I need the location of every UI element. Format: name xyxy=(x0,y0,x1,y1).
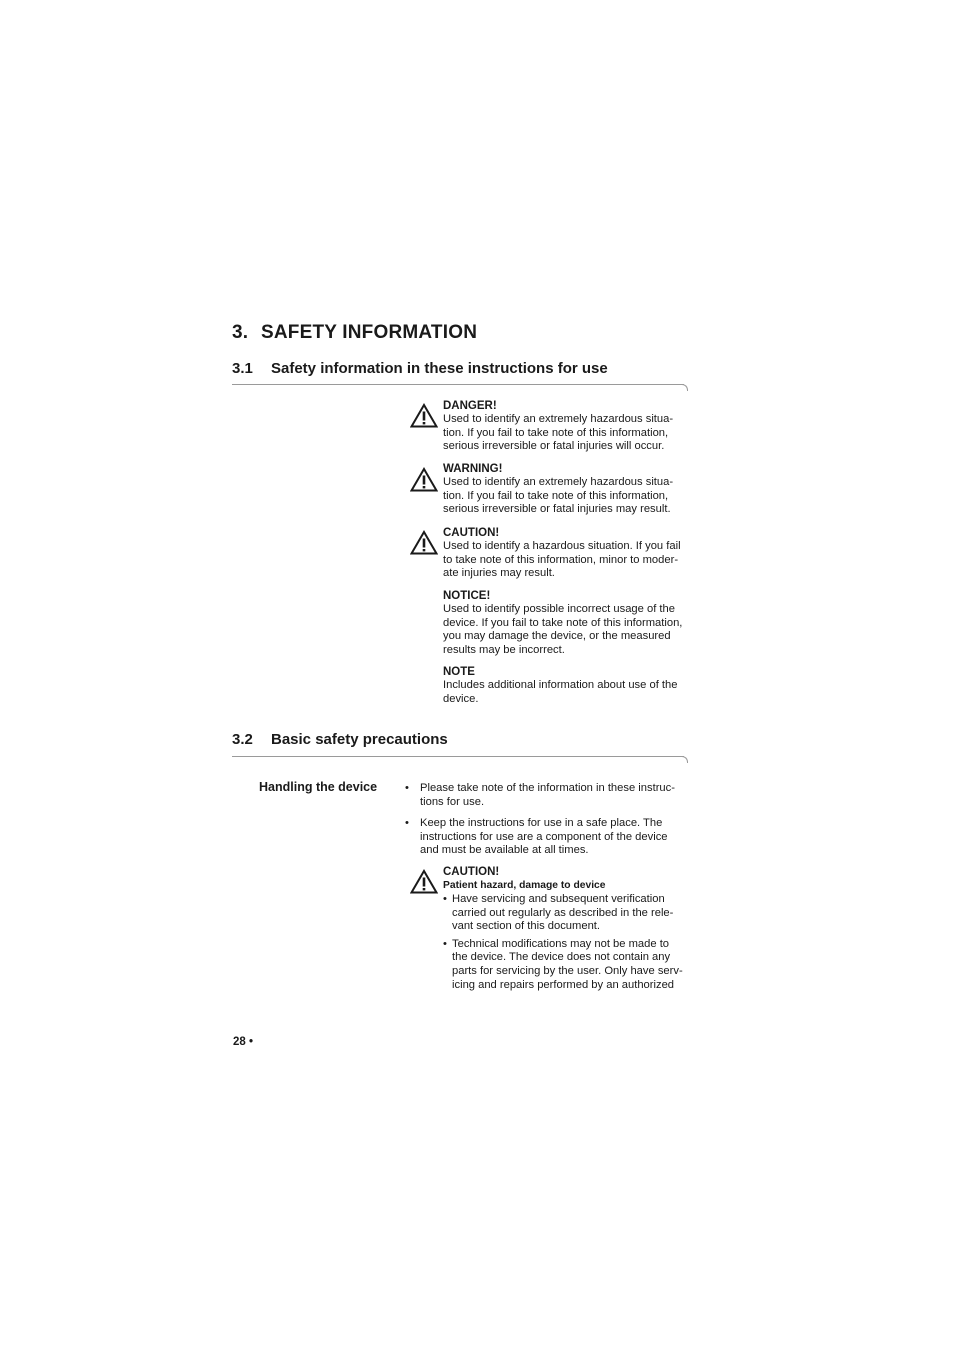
section-divider xyxy=(232,756,684,757)
list-item-line: parts for servicing by the user. Only have serv- xyxy=(452,964,683,977)
list-item-line: vant section of this document. xyxy=(452,920,601,933)
section-title-3-1 xyxy=(232,360,608,377)
warning-triangle-icon xyxy=(410,530,438,555)
notice-notice xyxy=(443,589,693,657)
notice-label: NOTICE! xyxy=(443,590,491,602)
chapter-title xyxy=(232,322,477,344)
chapter-number: 3. xyxy=(232,322,249,343)
notice-text-line: Includes additional information about use of the xyxy=(443,679,678,691)
section-divider xyxy=(232,384,684,385)
list-item-line: instructions for use are a component of the device xyxy=(420,830,668,843)
notice-label: NOTE xyxy=(443,666,475,678)
bullet-mark: • xyxy=(405,782,409,794)
list-item xyxy=(405,782,690,812)
notice-text-line: device. If you fail to take note of this information, xyxy=(443,616,683,629)
notice-text-line: Used to identify a hazardous situation. If you fail xyxy=(443,540,681,552)
notice-warning xyxy=(443,462,693,517)
notice-text-line: serious irreversible or fatal injuries may result. xyxy=(443,503,671,516)
list-item-line: and must be available at all times. xyxy=(420,844,589,857)
notice-text-line: Used to identify an extremely hazardous situa- xyxy=(443,413,674,425)
list-item-line: tions for use. xyxy=(420,795,485,808)
notice-text-line: serious irreversible or fatal injuries will occur. xyxy=(443,440,665,453)
notice-text-line: tion. If you fail to take note of this information, xyxy=(443,489,669,502)
list-item-line: Have servicing and subsequent verification xyxy=(452,893,665,905)
warning-triangle-icon xyxy=(410,403,438,428)
list-item-line: carried out regularly as described in the rele- xyxy=(452,906,674,919)
page-number: 28 • xyxy=(233,1036,254,1048)
list-item xyxy=(405,817,690,861)
margin-label: Handling the device xyxy=(259,780,378,794)
list-item-line: Keep the instructions for use in a safe place. The xyxy=(420,817,663,829)
bullet-mark: • xyxy=(443,937,447,950)
notice-label: WARNING! xyxy=(443,463,503,475)
section-divider-end xyxy=(682,384,688,391)
list-item-line: the device. The device does not contain any xyxy=(452,951,671,964)
list-item xyxy=(443,893,693,934)
section-title-text: Safety information in these instructions for use xyxy=(271,360,608,377)
list-item xyxy=(443,938,693,992)
notice-text-line: ate injuries may result. xyxy=(443,567,555,580)
notice-caution xyxy=(443,526,693,581)
notice-note xyxy=(443,665,693,706)
list-item-line: Technical modifications may not be made to xyxy=(452,937,670,950)
bullet-mark: • xyxy=(405,817,409,829)
section-number: 3.2 xyxy=(232,731,253,748)
list-item-line: icing and repairs performed by an authorized xyxy=(452,978,675,991)
notice-text-line: Used to identify an extremely hazardous situa- xyxy=(443,476,674,488)
notice-label: DANGER! xyxy=(443,400,497,412)
bullet-mark: • xyxy=(443,893,447,905)
section-title-3-2 xyxy=(232,731,448,748)
section-number: 3.1 xyxy=(232,360,253,377)
notice-text-line: tion. If you fail to take note of this information, xyxy=(443,426,669,439)
notice-danger xyxy=(443,399,693,454)
chapter-title-text: SAFETY INFORMATION xyxy=(261,322,478,343)
notice-text-line: device. xyxy=(443,692,479,705)
notice-label: CAUTION! xyxy=(443,866,500,878)
warning-triangle-icon xyxy=(410,869,438,894)
notice-sublabel: Patient hazard, damage to device xyxy=(443,880,606,891)
section-divider-end xyxy=(682,756,688,763)
notice-text-line: results may be incorrect. xyxy=(443,643,565,656)
notice-label: CAUTION! xyxy=(443,527,500,539)
notice-text-line: Used to identify possible incorrect usage of the xyxy=(443,603,675,615)
warning-triangle-icon xyxy=(410,467,438,492)
list-item-line: Please take note of the information in these instruc- xyxy=(420,782,675,794)
section-title-text: Basic safety precautions xyxy=(271,731,448,748)
notice-text-line: you may damage the device, or the measured xyxy=(443,630,671,643)
notice-text-line: to take note of this information, minor to moder- xyxy=(443,553,679,566)
caution-patient-hazard xyxy=(443,865,693,992)
